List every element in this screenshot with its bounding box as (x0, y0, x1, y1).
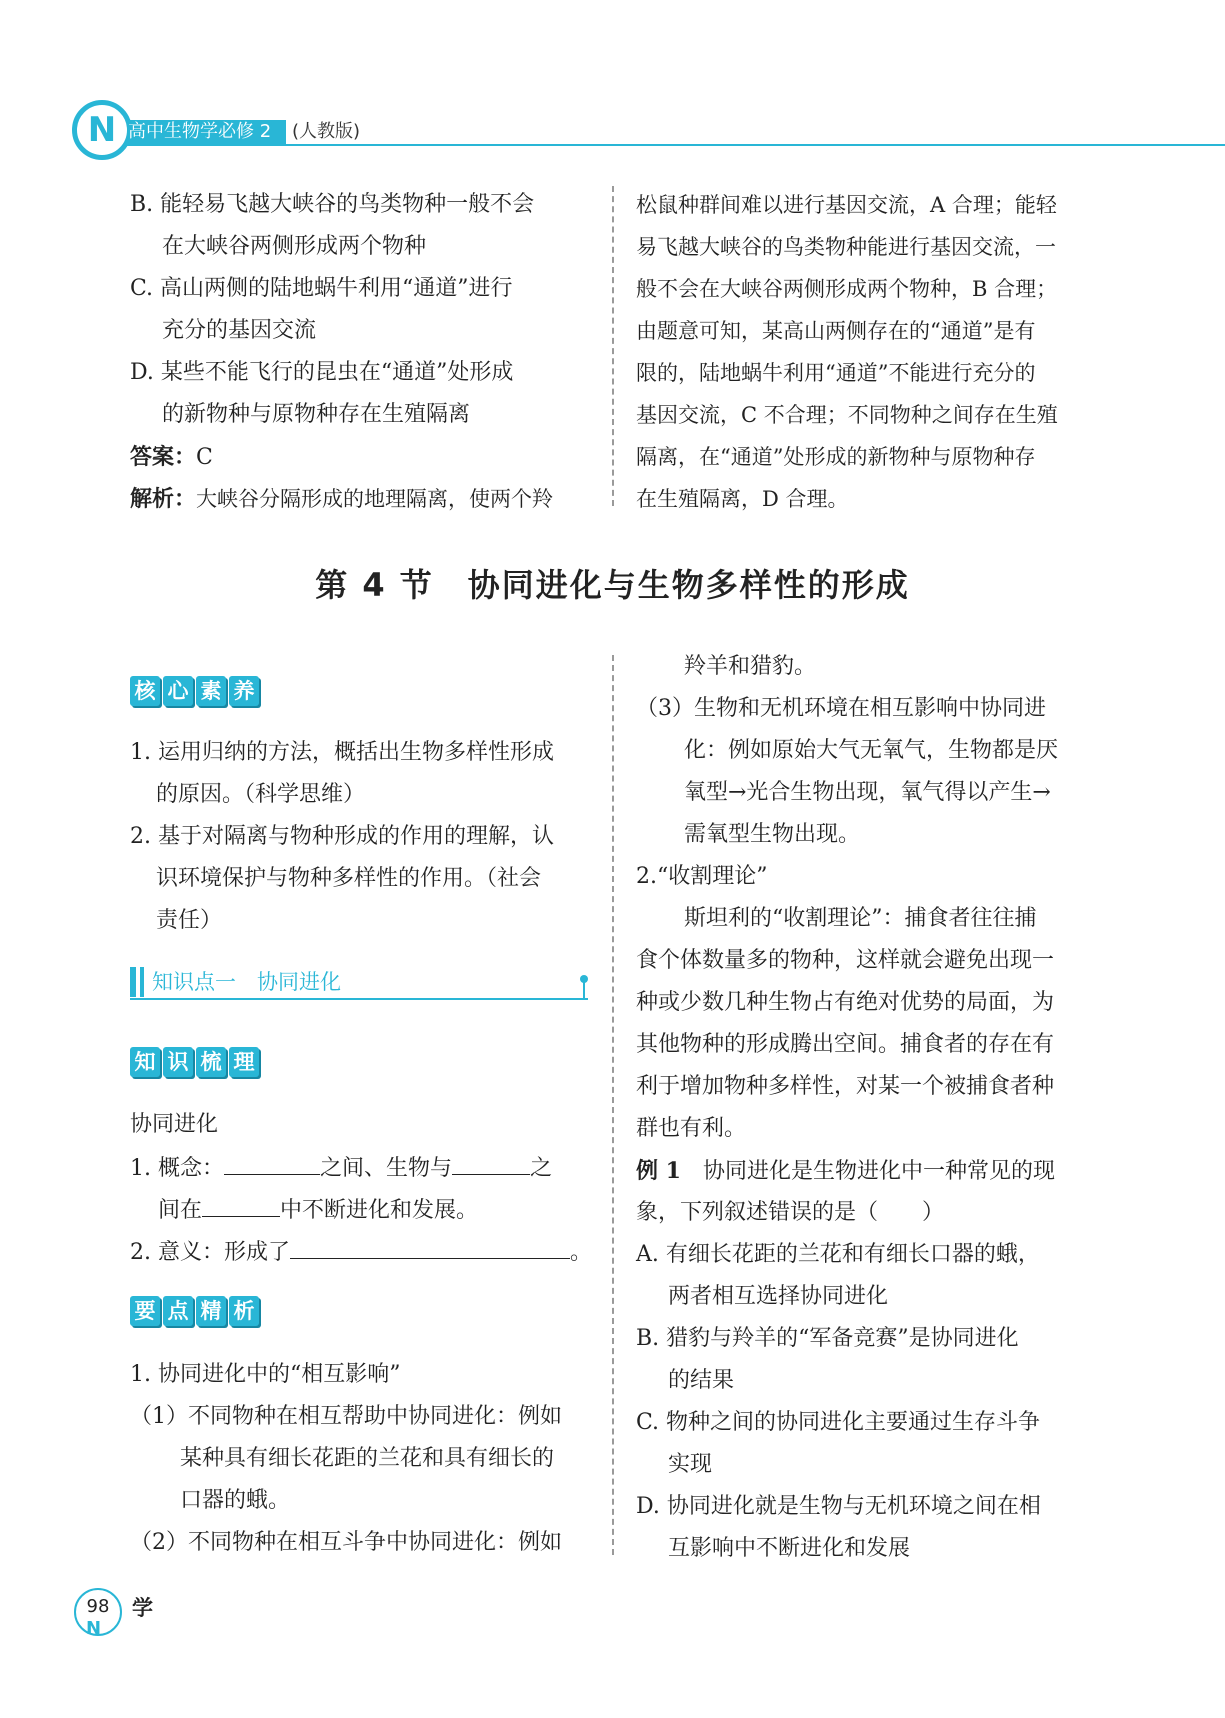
right-line10: 其他物种的形成腾出空间。捕食者的存在有 (636, 1032, 1055, 1057)
keypoint-line1: 1. 协同进化中的“相互影响” (130, 1362, 401, 1387)
badge-char: 理 (229, 1047, 259, 1077)
example-line2: 象，下列叙述错误的是（ ） (636, 1200, 945, 1225)
answer-label: 答案： (130, 444, 197, 470)
badge-char: 心 (163, 676, 193, 706)
analysis-cont-line8: 在生殖隔离，D 合理。 (636, 487, 849, 511)
concept-text: 中不断进化和发展。 (280, 1198, 479, 1223)
example-option-c2: 实现 (668, 1452, 713, 1477)
core-line5: 责任） (156, 908, 223, 933)
footer-label: 学 (132, 1596, 153, 1620)
keypoint-line2: （1）不同物种在相互帮助中协同进化：例如 (130, 1404, 562, 1429)
badge-char: 素 (196, 676, 226, 706)
fill-blank[interactable] (202, 1194, 280, 1217)
example-option-d1: D. 协同进化就是生物与无机环境之间在相 (636, 1494, 1041, 1519)
badge-char: 核 (130, 676, 160, 706)
right-line5: 需氧型生物出现。 (684, 822, 861, 847)
example-text1: 协同进化是生物进化中一种常见的现 (702, 1159, 1055, 1184)
book-title: 高中生物学必修 2 (128, 121, 272, 142)
badge-key-points (130, 1296, 259, 1326)
right-line7: 斯坦利的“收割理论”：捕食者往往捕 (684, 906, 1037, 931)
analysis-cont-line4: 由题意可知，某高山两侧存在的“通道”是有 (636, 319, 1036, 343)
badge-char: 梳 (196, 1047, 226, 1077)
right-line4: 氧型→光合生物出现，氧气得以产生→ (684, 780, 1051, 805)
badge-char: 识 (163, 1047, 193, 1077)
example-option-a2: 两者相互选择协同进化 (668, 1284, 889, 1309)
badge-char: 知 (130, 1047, 160, 1077)
meaning-label: 2. 意义：形成了 (130, 1240, 290, 1265)
right-line11: 利于增加物种多样性，对某一个被捕食者种 (636, 1074, 1055, 1099)
header-rule (110, 144, 1225, 146)
concept-text: 之 (530, 1156, 553, 1181)
right-line1: 羚羊和猎豹。 (684, 654, 817, 679)
example-line1 (636, 1156, 1055, 1187)
badge-core-literacy (130, 676, 259, 706)
right-line2: （3）生物和无机环境在相互影响中协同进 (636, 696, 1046, 721)
option-c-line1: C. 高山两侧的陆地蜗牛利用“通道”进行 (130, 276, 513, 301)
kp-pin-dot (580, 975, 588, 983)
concept-text: 间在 (158, 1198, 203, 1223)
kp-bar (140, 967, 144, 997)
analysis-cont-line3: 般不会在大峡谷两侧形成两个物种，B 合理； (636, 277, 1058, 301)
right-line12: 群也有利。 (636, 1116, 747, 1141)
meaning-line (130, 1236, 592, 1268)
option-d-line1: D. 某些不能飞行的昆虫在“通道”处形成 (130, 360, 514, 385)
analysis-label: 解析： (130, 486, 197, 512)
fill-blank[interactable] (290, 1236, 570, 1259)
section-title: 第 4 节 协同进化与生物多样性的形成 (315, 566, 910, 604)
answer-value: C (196, 445, 213, 470)
core-line3: 2. 基于对隔离与物种形成的作用的理解，认 (130, 824, 554, 849)
fill-blank[interactable] (452, 1152, 530, 1175)
concept-text: 之间、生物与 (319, 1156, 452, 1181)
option-d-line2: 的新物种与原物种存在生殖隔离 (162, 402, 471, 427)
badge-char: 精 (196, 1296, 226, 1326)
option-b-line1: B. 能轻易飞越大峡谷的鸟类物种一般不会 (130, 192, 535, 217)
column-divider-top (612, 186, 614, 506)
concept-label: 1. 概念： (130, 1156, 224, 1181)
analysis-cont-line6: 基因交流，C 不合理；不同物种之间存在生殖 (636, 403, 1058, 427)
knowledge-point-title: 知识点一 协同进化 (152, 970, 341, 994)
badge-char: 点 (163, 1296, 193, 1326)
badge-char: 养 (229, 676, 259, 706)
analysis-cont-line1: 松鼠种群间难以进行基因交流，A 合理；能轻 (636, 193, 1057, 217)
example-label: 例 1 (636, 1158, 681, 1184)
logo-letter: N (87, 110, 117, 150)
example-option-d2: 互影响中不断进化和发展 (668, 1536, 911, 1561)
right-line8: 食个体数量多的物种，这样就会避免出现一 (636, 948, 1055, 973)
analysis-cont-line5: 限的，陆地蜗牛利用“通道”不能进行充分的 (636, 361, 1036, 385)
book-edition: (人教版) (292, 121, 361, 142)
badge-knowledge-review (130, 1047, 259, 1077)
knowledge-point-heading (130, 965, 590, 999)
right-line9: 种或少数几种生物占有绝对优势的局面，为 (636, 990, 1055, 1015)
brand-logo-icon (72, 100, 132, 160)
keypoint-line3: 某种具有细长花距的兰花和具有细长的 (180, 1446, 555, 1471)
footer-logo-letter: N (86, 1618, 102, 1639)
core-line4: 识环境保护与物种多样性的作用。（社会 (156, 866, 542, 891)
kp-bar (130, 967, 136, 997)
option-c-line2: 充分的基因交流 (162, 318, 317, 343)
example-option-b2: 的结果 (668, 1368, 735, 1393)
keypoint-line4: 口器的蛾。 (180, 1488, 291, 1513)
knowledge-title: 协同进化 (130, 1112, 219, 1137)
badge-char: 析 (229, 1296, 259, 1326)
keypoint-line5: （2）不同物种在相互斗争中协同进化：例如 (130, 1530, 562, 1555)
badge-char: 要 (130, 1296, 160, 1326)
right-line3: 化：例如原始大气无氧气，生物都是厌 (684, 738, 1059, 763)
core-line2: 的原因。（科学思维） (156, 782, 366, 807)
core-line1: 1. 运用归纳的方法，概括出生物多样性形成 (130, 740, 554, 765)
meaning-text: 。 (569, 1240, 592, 1265)
page-number: 98 (86, 1596, 110, 1617)
example-option-b1: B. 猎豹与羚羊的“军备竞赛”是协同进化 (636, 1326, 1019, 1351)
right-line6: 2.“收割理论” (636, 864, 768, 889)
concept-line2 (158, 1194, 478, 1226)
fill-blank[interactable] (224, 1152, 320, 1175)
analysis-cont-line2: 易飞越大峡谷的鸟类物种能进行基因交流，一 (636, 235, 1056, 259)
analysis-cont-line7: 隔离，在“通道”处形成的新物种与原物种存 (636, 445, 1036, 469)
concept-line1 (130, 1152, 552, 1184)
analysis-text: 大峡谷分隔形成的地理隔离，使两个羚 (196, 487, 554, 511)
example-option-a1: A. 有细长花距的兰花和有细长口器的蛾， (636, 1242, 1040, 1267)
example-option-c1: C. 物种之间的协同进化主要通过生存斗争 (636, 1410, 1041, 1435)
column-divider-bottom (612, 655, 614, 1555)
option-b-line2: 在大峡谷两侧形成两个物种 (162, 234, 427, 259)
kp-underline (130, 998, 588, 1000)
analysis-line (130, 484, 553, 515)
answer-line (130, 442, 213, 473)
